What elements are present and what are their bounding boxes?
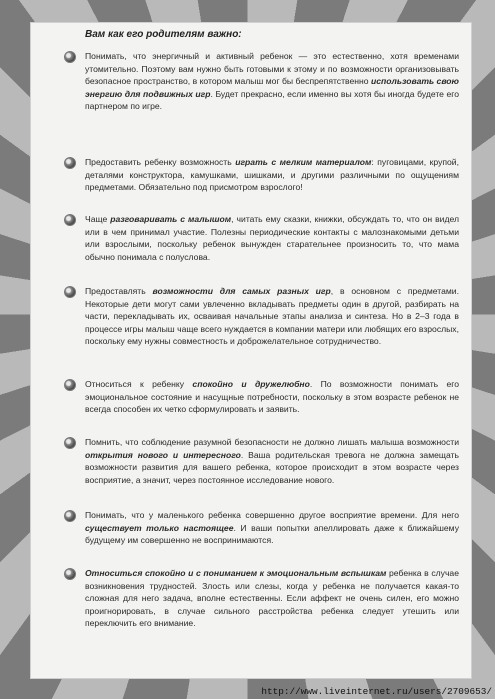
document-page	[30, 22, 472, 679]
item-text: Относиться к ребенку	[85, 379, 193, 389]
section-heading: Вам как его родителям важно:	[85, 29, 242, 40]
item-text: Понимать, что энергичный и активный ребенок — это естественно, хотя временами утомительно. Поэтому вам нужно быть готовыми к этому и по возможности организовывать безопасное пространство, в котором малыш мог бы беспрепятственно	[85, 51, 459, 87]
item-text: Чаще	[85, 214, 111, 224]
bullet-icon	[64, 568, 76, 580]
item-emphasis: разговаривать с малышом	[110, 214, 232, 224]
item-emphasis: использовать свою энергию для подвижных игр	[85, 76, 459, 99]
list-item	[85, 436, 459, 486]
item-emphasis: спокойно и дружелюбно	[192, 379, 310, 389]
item-text: . Будет прекрасно, если именно вы хотя бы иногда будете его партнером по игре.	[85, 88, 460, 112]
item-emphasis: играть с мелким материалом	[235, 157, 372, 167]
item-emphasis: возможности для самых разных игр	[152, 286, 331, 296]
list-item	[85, 156, 459, 194]
bullet-icon	[64, 157, 76, 169]
bullet-icon	[64, 51, 76, 63]
item-text: . И ваши попытки апеллировать даже к ближайшему будущему им совершенно не воспринимаются.	[85, 522, 459, 546]
item-text: . По возможности понимать его эмоциональное состояние и насущные потребности, поскольку в этом возрасте ребенок не всегда способен их четко сформулировать и заявить.	[85, 379, 459, 415]
item-text: ребенка в случае возникновения трудностей. Злость или слезы, когда у ребенка не получается какая-то сложная для него задача, вполне естественны. Если аффект не очень силен, его можно проигнорировать, в случае сильного расстройства ребенка следует утешить или переключить его внимание.	[85, 568, 459, 629]
item-text: Предоставить ребенку возможность	[85, 157, 236, 167]
bullet-icon	[64, 214, 76, 226]
item-emphasis: открытия нового и интересного	[85, 449, 241, 460]
item-text: Помнить, что соблюдение разумной безопасности не должно лишать малыша возможности	[85, 437, 459, 447]
item-emphasis: Относиться спокойно и с пониманием к эмоциональным вспышкам	[85, 568, 387, 578]
bullet-icon	[64, 510, 76, 522]
source-url: http://www.liveinternet.ru/users/2709653/	[261, 686, 492, 697]
list-item	[85, 509, 459, 547]
item-text: Предоставлять	[85, 286, 153, 296]
item-text: . Ваша родительская тревога не должна замещать возможности развития для вашего ребенка, которое происходит в этом возрасте через восприятие, а значит, через постоянное исследование нового.	[85, 449, 459, 485]
bullet-icon	[64, 286, 76, 298]
bullet-icon	[64, 379, 76, 391]
item-emphasis: существует только настоящее	[85, 522, 234, 533]
item-text: Понимать, что у маленького ребенка совершенно другое восприятие времени. Для него	[85, 510, 459, 520]
list-item	[85, 50, 459, 113]
item-text: , читать ему сказки, книжки, обсуждать то, что он видел или в чем принимал участие. Полезны периодические контакты с малознакомыми детьми или взрослыми, поскольку ребенок вынужден старательнее произносить то, что мама обычно понимала с полуслова.	[85, 214, 459, 262]
list-item	[85, 285, 459, 348]
bullet-icon	[64, 437, 76, 449]
item-text: , в основном с предметами. Некоторые дети могут сами увлеченно вкладывать предметы один в другой, разбирать на части, перекладывать их, осваивая начальные этапы анализа и синтеза. Но в 2–3 года в процессе игры малыш чаще всего нуждается в компании матери или любящих его взрослых, поскольку ему нужны совместность и доброжелательное сотрудничество.	[85, 286, 459, 347]
item-text: : пуговицами, крупой, деталями конструктора, камушками, шишками, и другими различными по ощущениям предметами. Обязательно под присмотром взрослого!	[85, 157, 459, 193]
list-item	[85, 213, 459, 263]
list-item	[85, 378, 459, 416]
list-item	[85, 567, 459, 630]
